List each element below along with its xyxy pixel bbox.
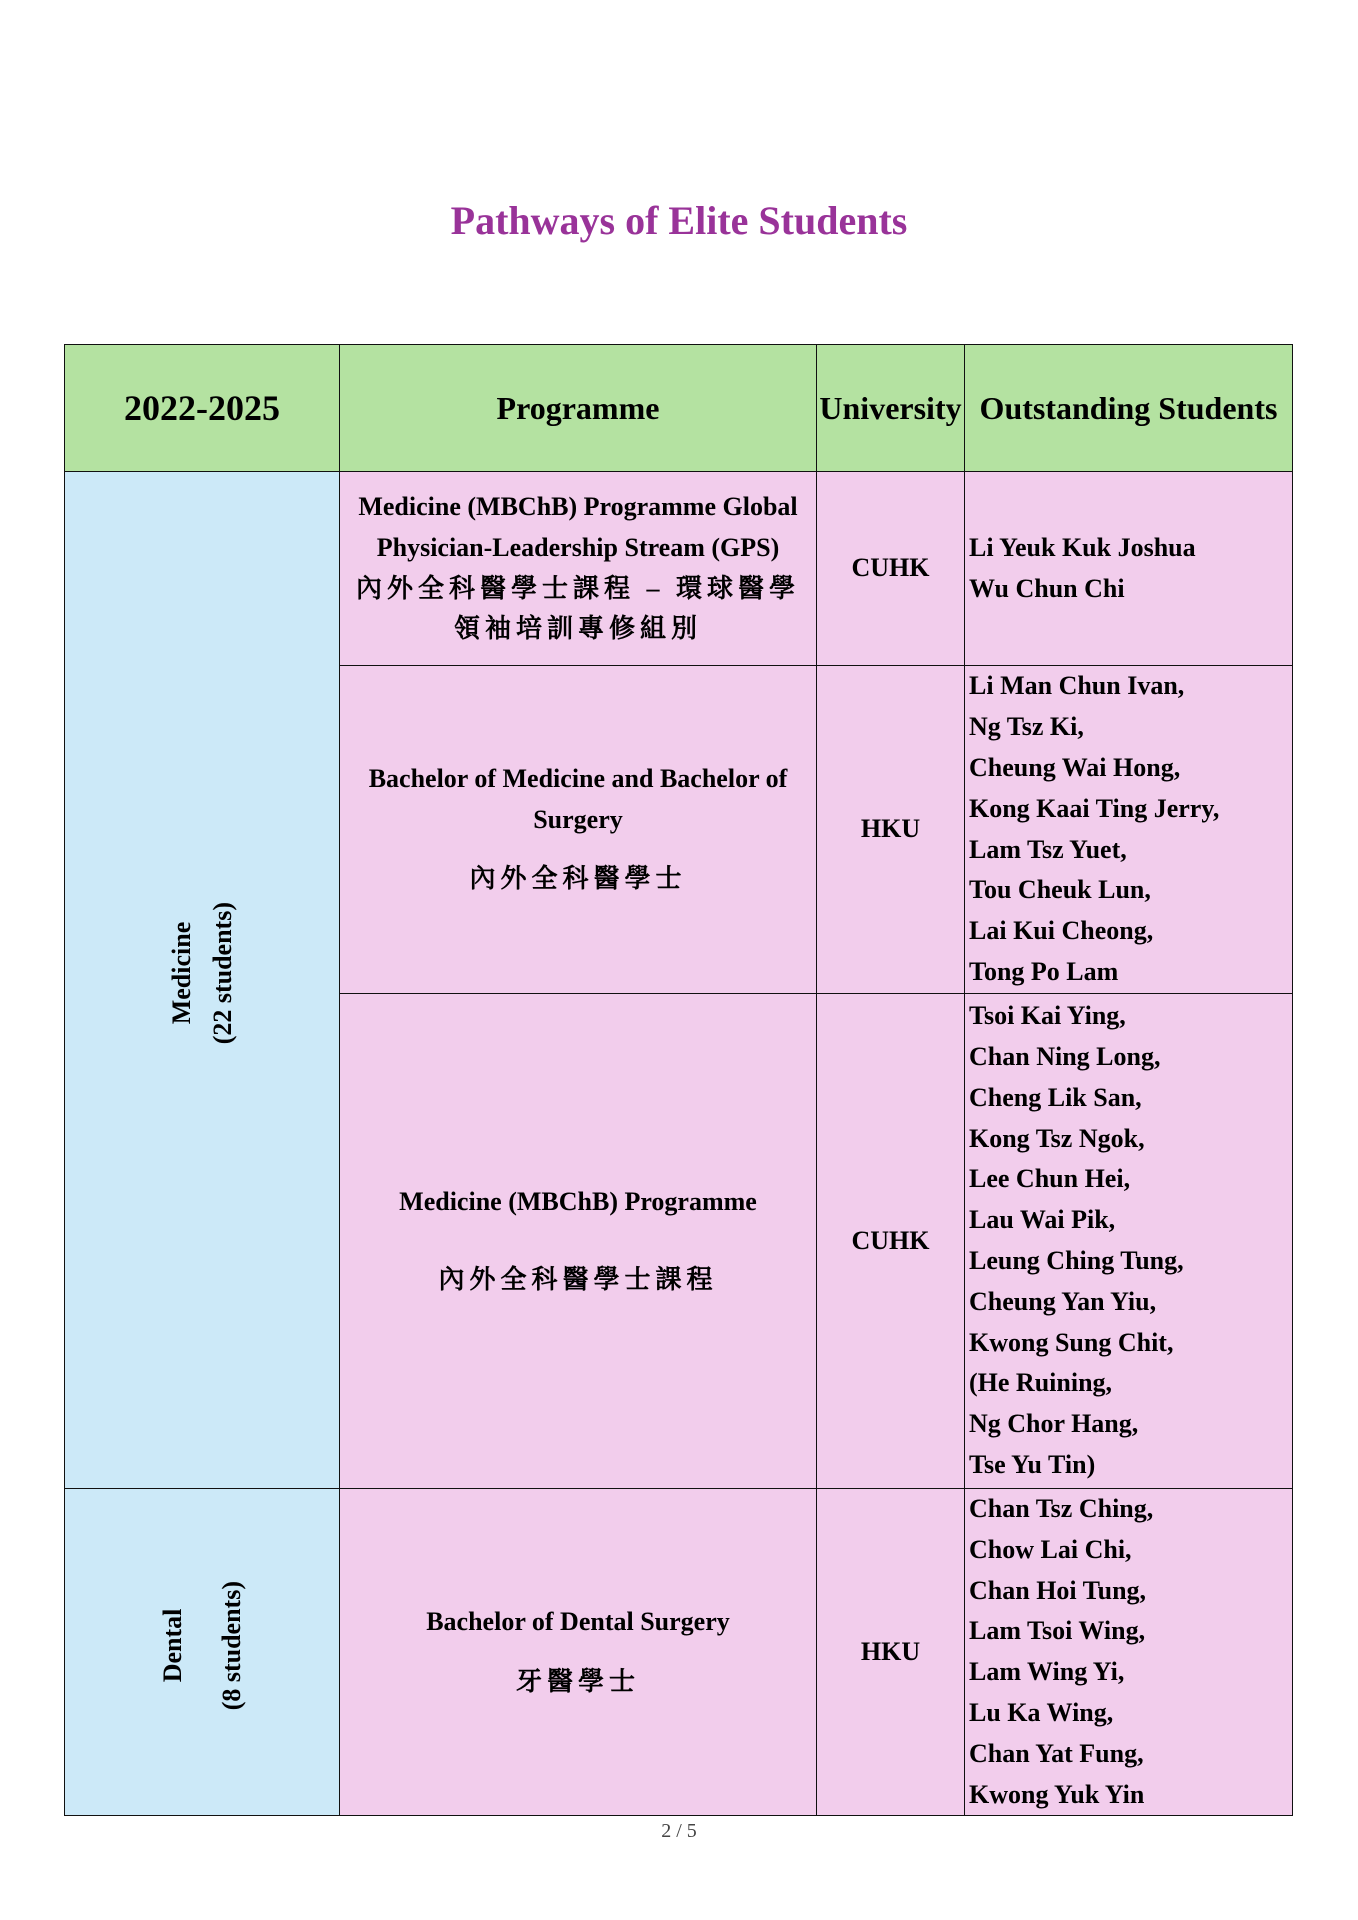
header-row	[65, 345, 1293, 472]
university-cell: HKU	[817, 1489, 965, 1816]
programme-name-zh: 內外全科醫學士	[469, 864, 687, 894]
student-name: Kong Tsz Ngok,	[969, 1123, 1145, 1153]
student-name: Ng Tsz Ki,	[969, 712, 1084, 742]
student-name: Lam Tsz Yuet,	[969, 834, 1127, 864]
student-name: Lau Wai Pik,	[969, 1205, 1116, 1235]
students-cell	[965, 472, 1293, 666]
programme-cell	[340, 1489, 817, 1816]
student-list	[969, 1489, 1292, 1815]
group-label	[152, 1581, 252, 1710]
programme-name-zh: 內外全科醫學士課程	[438, 1264, 718, 1294]
student-list	[969, 528, 1292, 610]
table-row	[65, 472, 1293, 666]
student-name: Cheung Wai Hong,	[969, 752, 1181, 782]
header-university: University	[817, 345, 965, 472]
student-name: Lam Tsoi Wing,	[969, 1616, 1146, 1646]
programme-name-en: Medicine (MBChB) Programme	[399, 1186, 757, 1216]
programme-name-zh: 牙醫學士	[515, 1666, 640, 1696]
page-number: 2 / 5	[661, 1820, 697, 1842]
student-name: Cheng Lik San,	[969, 1082, 1142, 1112]
programme-name-en: Bachelor of Medicine and Bachelor of Surgery	[368, 763, 788, 834]
student-name: Kwong Sung Chit,	[969, 1327, 1174, 1357]
student-name: Li Yeuk Kuk Joshua	[969, 532, 1196, 562]
header-period: 2022-2025	[65, 345, 340, 472]
group-count: (22 students)	[208, 902, 237, 1045]
elite-students-table	[64, 344, 1293, 1816]
student-name: (He Ruining,	[969, 1368, 1113, 1398]
student-name: Lu Ka Wing,	[969, 1697, 1114, 1727]
group-count: (8 students)	[217, 1581, 246, 1711]
student-name: Leung Ching Tung,	[969, 1246, 1184, 1275]
student-name: Kong Kaai Ting Jerry,	[969, 793, 1220, 823]
group-name: Medicine	[167, 922, 196, 1025]
student-name: Lee Chun Hei,	[969, 1164, 1131, 1194]
student-name: Wu Chun Chi	[969, 573, 1125, 603]
students-cell	[965, 1489, 1293, 1816]
programme-name-en: Medicine (MBChB) Programme Global Physician-Leadership Stream (GPS)	[358, 491, 798, 562]
student-name: Chan Tsz Ching,	[969, 1494, 1154, 1523]
programme-name-zh: 內外全科醫學士課程 – 環球醫學領袖培訓專修組別	[355, 573, 800, 644]
student-name: Chan Hoi Tung,	[969, 1575, 1147, 1605]
programme-cell	[340, 472, 817, 666]
student-list	[969, 666, 1292, 992]
table-row	[65, 1489, 1293, 1816]
group-cell-dental	[65, 1489, 340, 1816]
student-name: Kwong Yuk Yin	[969, 1779, 1145, 1809]
student-name: Cheung Yan Yiu,	[969, 1286, 1157, 1316]
student-name: Li Man Chun Ivan,	[969, 671, 1185, 701]
page-title: Pathways of Elite Students	[450, 198, 908, 243]
programme-name-en: Bachelor of Dental Surgery	[426, 1606, 730, 1636]
students-cell	[965, 666, 1293, 994]
group-name: Dental	[158, 1608, 187, 1683]
programme-cell	[340, 666, 817, 994]
student-name: Tong Po Lam	[969, 956, 1119, 986]
group-label	[161, 902, 243, 1044]
student-name: Chan Yat Fung,	[969, 1738, 1144, 1768]
university-cell: CUHK	[817, 472, 965, 666]
student-list	[969, 996, 1292, 1486]
programme-cell	[340, 994, 817, 1489]
university-cell: HKU	[817, 666, 965, 994]
student-name: Tsoi Kai Ying,	[969, 1001, 1126, 1031]
group-cell-medicine	[65, 472, 340, 1489]
student-name: Tou Cheuk Lun,	[969, 875, 1151, 905]
student-name: Lam Wing Yi,	[969, 1657, 1125, 1687]
student-name: Lai Kui Cheong,	[969, 916, 1154, 946]
student-name: Chan Ning Long,	[969, 1042, 1161, 1072]
student-name: Chow Lai Chi,	[969, 1534, 1132, 1564]
student-name: Ng Chor Hang,	[969, 1409, 1139, 1439]
header-programme: Programme	[340, 345, 817, 472]
header-outstanding-students: Outstanding Students	[965, 345, 1293, 472]
students-cell	[965, 994, 1293, 1489]
university-cell: CUHK	[817, 994, 965, 1489]
student-name: Tse Yu Tin)	[969, 1449, 1096, 1479]
